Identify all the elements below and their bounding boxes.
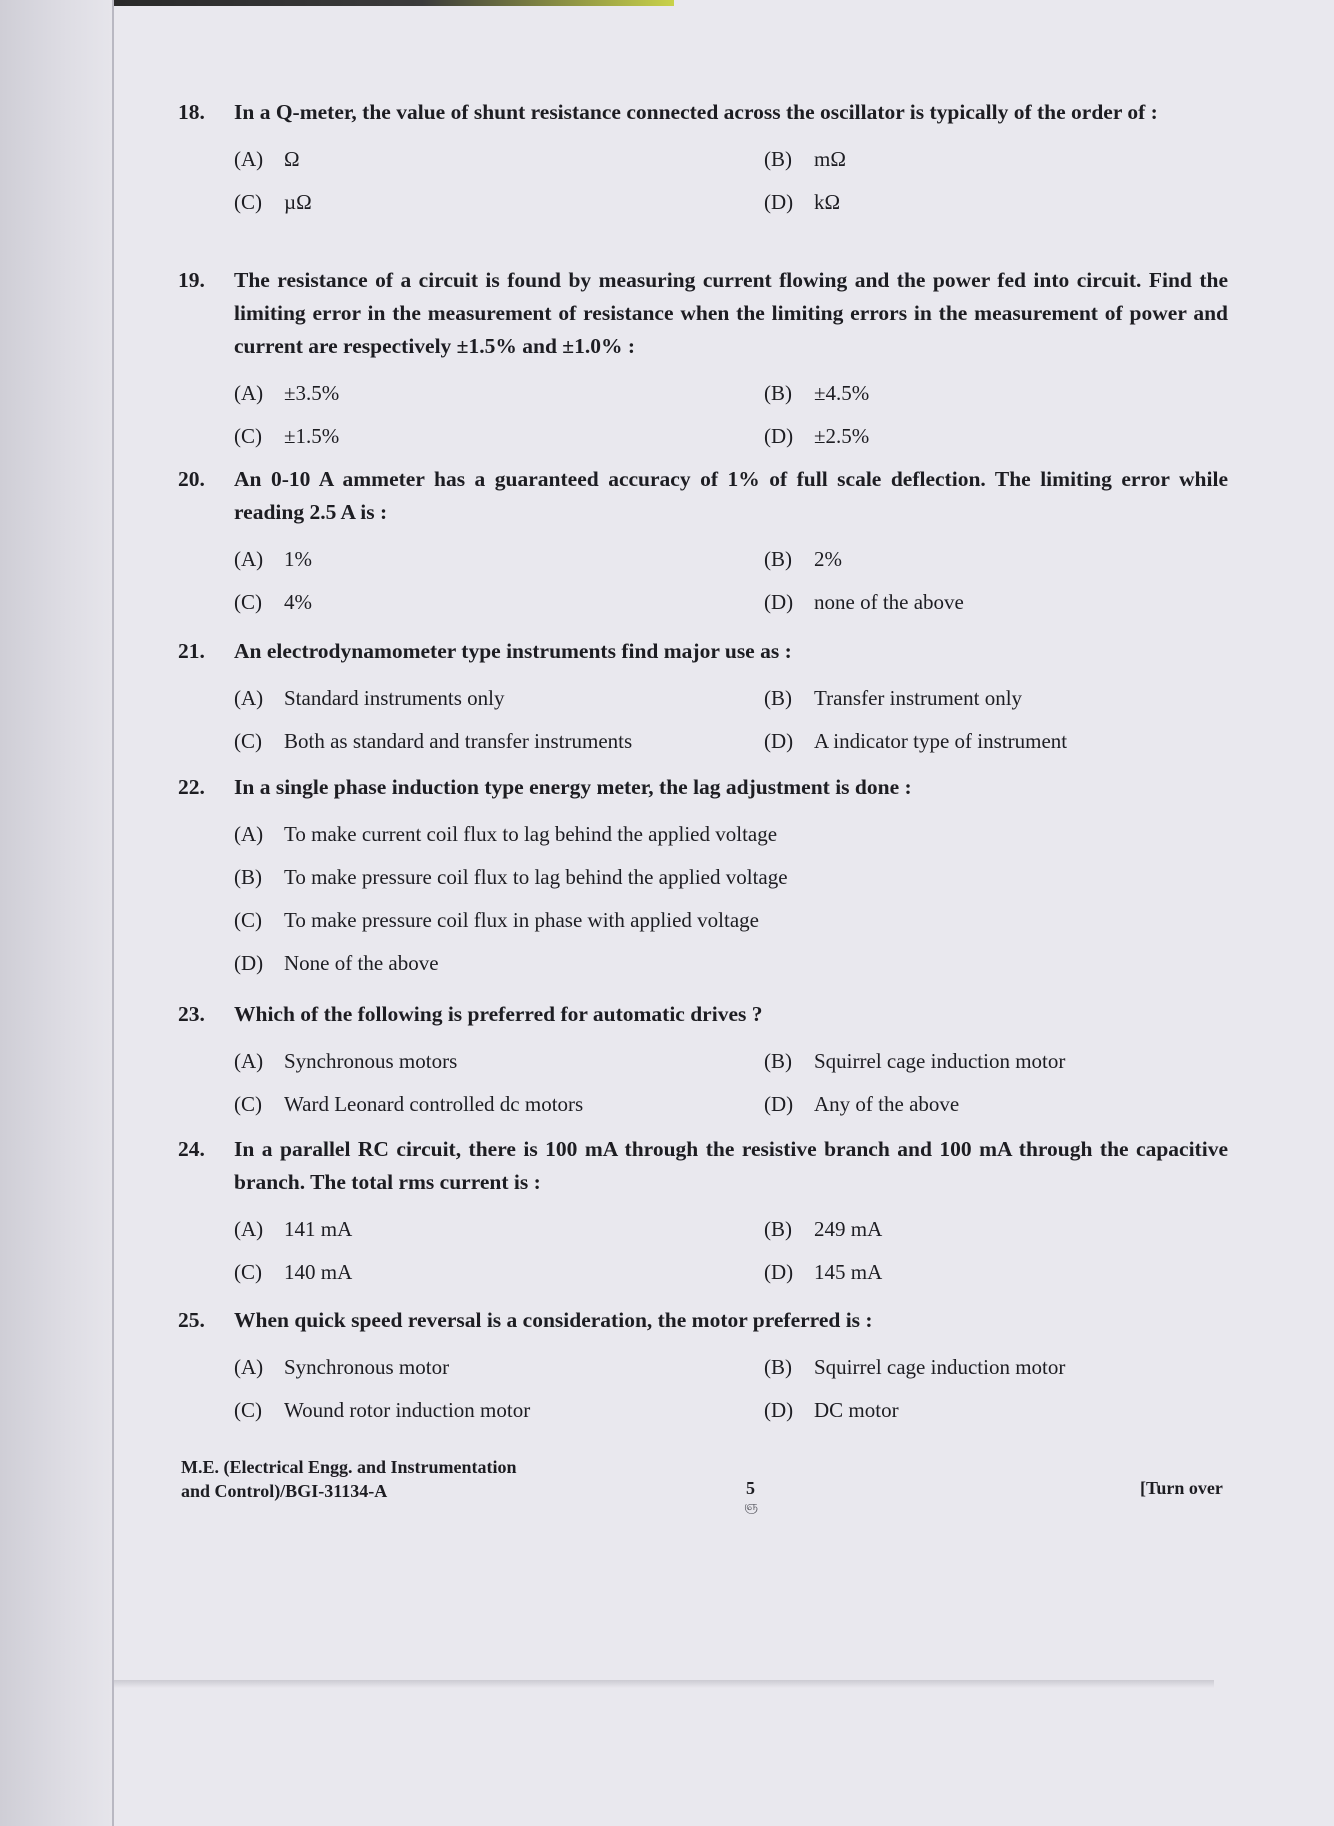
- option-b[interactable]: (B) mΩ: [764, 147, 846, 171]
- options: [234, 129, 1228, 215]
- option-c[interactable]: (C) 4%: [234, 590, 312, 614]
- turn-over-label: [Turn over: [1140, 1478, 1223, 1498]
- option-b[interactable]: (B) Squirrel cage induction motor: [764, 1049, 1066, 1073]
- options: [234, 363, 1228, 449]
- option-c[interactable]: (C) Wound rotor induction motor: [234, 1398, 531, 1422]
- top-strip: [114, 0, 674, 6]
- option-d[interactable]: (D) A indicator type of instrument: [764, 729, 1068, 753]
- option-a[interactable]: (A) 141 mA: [234, 1217, 353, 1241]
- option-b[interactable]: (B) 2%: [764, 547, 842, 571]
- option-d[interactable]: (D) None of the above: [234, 951, 439, 975]
- options: [234, 804, 1228, 976]
- option-c[interactable]: (C) 140 mA: [234, 1260, 353, 1284]
- question-number: 19.: [178, 268, 205, 292]
- question-text: When quick speed reversal is a consideration, the motor preferred is :: [234, 1308, 873, 1332]
- question-number: 22.: [178, 775, 205, 799]
- options: [234, 1031, 1228, 1117]
- page-edge: [0, 0, 112, 1826]
- question-21: [178, 635, 1228, 754]
- option-a[interactable]: (A) 1%: [234, 547, 312, 571]
- question-24: [178, 1133, 1228, 1285]
- question-text: An 0-10 A ammeter has a guaranteed accuracy of 1% of full scale deflection. The limiting error while reading 2.5 A is :: [234, 467, 1228, 524]
- question-number: 21.: [178, 639, 205, 663]
- question-25: [178, 1304, 1228, 1423]
- question-text: Which of the following is preferred for automatic drives ?: [234, 1002, 763, 1026]
- question-number: 25.: [178, 1308, 205, 1332]
- option-d[interactable]: (D) kΩ: [764, 190, 841, 214]
- question-23: [178, 998, 1228, 1117]
- option-c[interactable]: (C) µΩ: [234, 190, 312, 214]
- question-18: [178, 96, 1228, 215]
- question-text: In a parallel RC circuit, there is 100 mA through the resistive branch and 100 mA through the capacitive branch. The total rms current is :: [234, 1137, 1228, 1194]
- option-b[interactable]: (B) 249 mA: [764, 1217, 883, 1241]
- question-number: 20.: [178, 467, 205, 491]
- question-text: An electrodynamometer type instruments find major use as :: [234, 639, 792, 663]
- question-20: [178, 463, 1228, 615]
- options: [234, 668, 1228, 754]
- option-a[interactable]: (A) Standard instruments only: [234, 686, 505, 710]
- options: [234, 1337, 1228, 1423]
- options: [234, 529, 1228, 615]
- option-a[interactable]: (A) Synchronous motor: [234, 1355, 450, 1379]
- footer-course-line-2: and Control)/BGI-31134-A: [181, 1481, 388, 1501]
- option-d[interactable]: (D) ±2.5%: [764, 424, 870, 448]
- page-crease: [112, 0, 114, 1826]
- option-d[interactable]: (D) DC motor: [764, 1398, 899, 1422]
- question-number: 23.: [178, 1002, 205, 1026]
- question-number: 24.: [178, 1137, 205, 1161]
- option-c[interactable]: (C) To make pressure coil flux in phase with applied voltage: [234, 908, 759, 932]
- question-22: [178, 771, 1228, 976]
- option-a[interactable]: (A) To make current coil flux to lag behind the applied voltage: [234, 822, 778, 846]
- question-text: In a Q-meter, the value of shunt resistance connected across the oscillator is typically of the order of :: [234, 100, 1158, 124]
- option-a[interactable]: (A) Synchronous motors: [234, 1049, 458, 1073]
- footer-course-line-1: M.E. (Electrical Engg. and Instrumentation: [181, 1457, 517, 1477]
- option-b[interactable]: (B) ±4.5%: [764, 381, 870, 405]
- question-text: The resistance of a circuit is found by measuring current flowing and the power fed into circuit. Find the limiting error in the measurement of resistance when the limiting errors in the measurement of power and current are respectively ±1.5% and ±1.0% :: [234, 268, 1228, 358]
- option-b[interactable]: (B) Squirrel cage induction motor: [764, 1355, 1066, 1379]
- option-b[interactable]: (B) Transfer instrument only: [764, 686, 1023, 710]
- option-d[interactable]: (D) none of the above: [764, 590, 964, 614]
- option-d[interactable]: (D) Any of the above: [764, 1092, 960, 1116]
- bottom-shadow: [114, 1680, 1214, 1688]
- option-d[interactable]: (D) 145 mA: [764, 1260, 883, 1284]
- footer-course-code: [181, 1455, 517, 1503]
- page-number: 5: [746, 1478, 755, 1498]
- page-mark: ஞ: [744, 1498, 758, 1513]
- option-b[interactable]: (B) To make pressure coil flux to lag behind the applied voltage: [234, 865, 788, 889]
- options: [234, 1199, 1228, 1285]
- option-c[interactable]: (C) Ward Leonard controlled dc motors: [234, 1092, 584, 1116]
- question-text: In a single phase induction type energy meter, the lag adjustment is done :: [234, 775, 912, 799]
- option-a[interactable]: (A) ±3.5%: [234, 381, 340, 405]
- option-a[interactable]: (A) Ω: [234, 147, 300, 171]
- option-c[interactable]: (C) ±1.5%: [234, 424, 340, 448]
- question-number: 18.: [178, 100, 205, 124]
- question-19: [178, 264, 1228, 449]
- option-c[interactable]: (C) Both as standard and transfer instruments: [234, 729, 633, 753]
